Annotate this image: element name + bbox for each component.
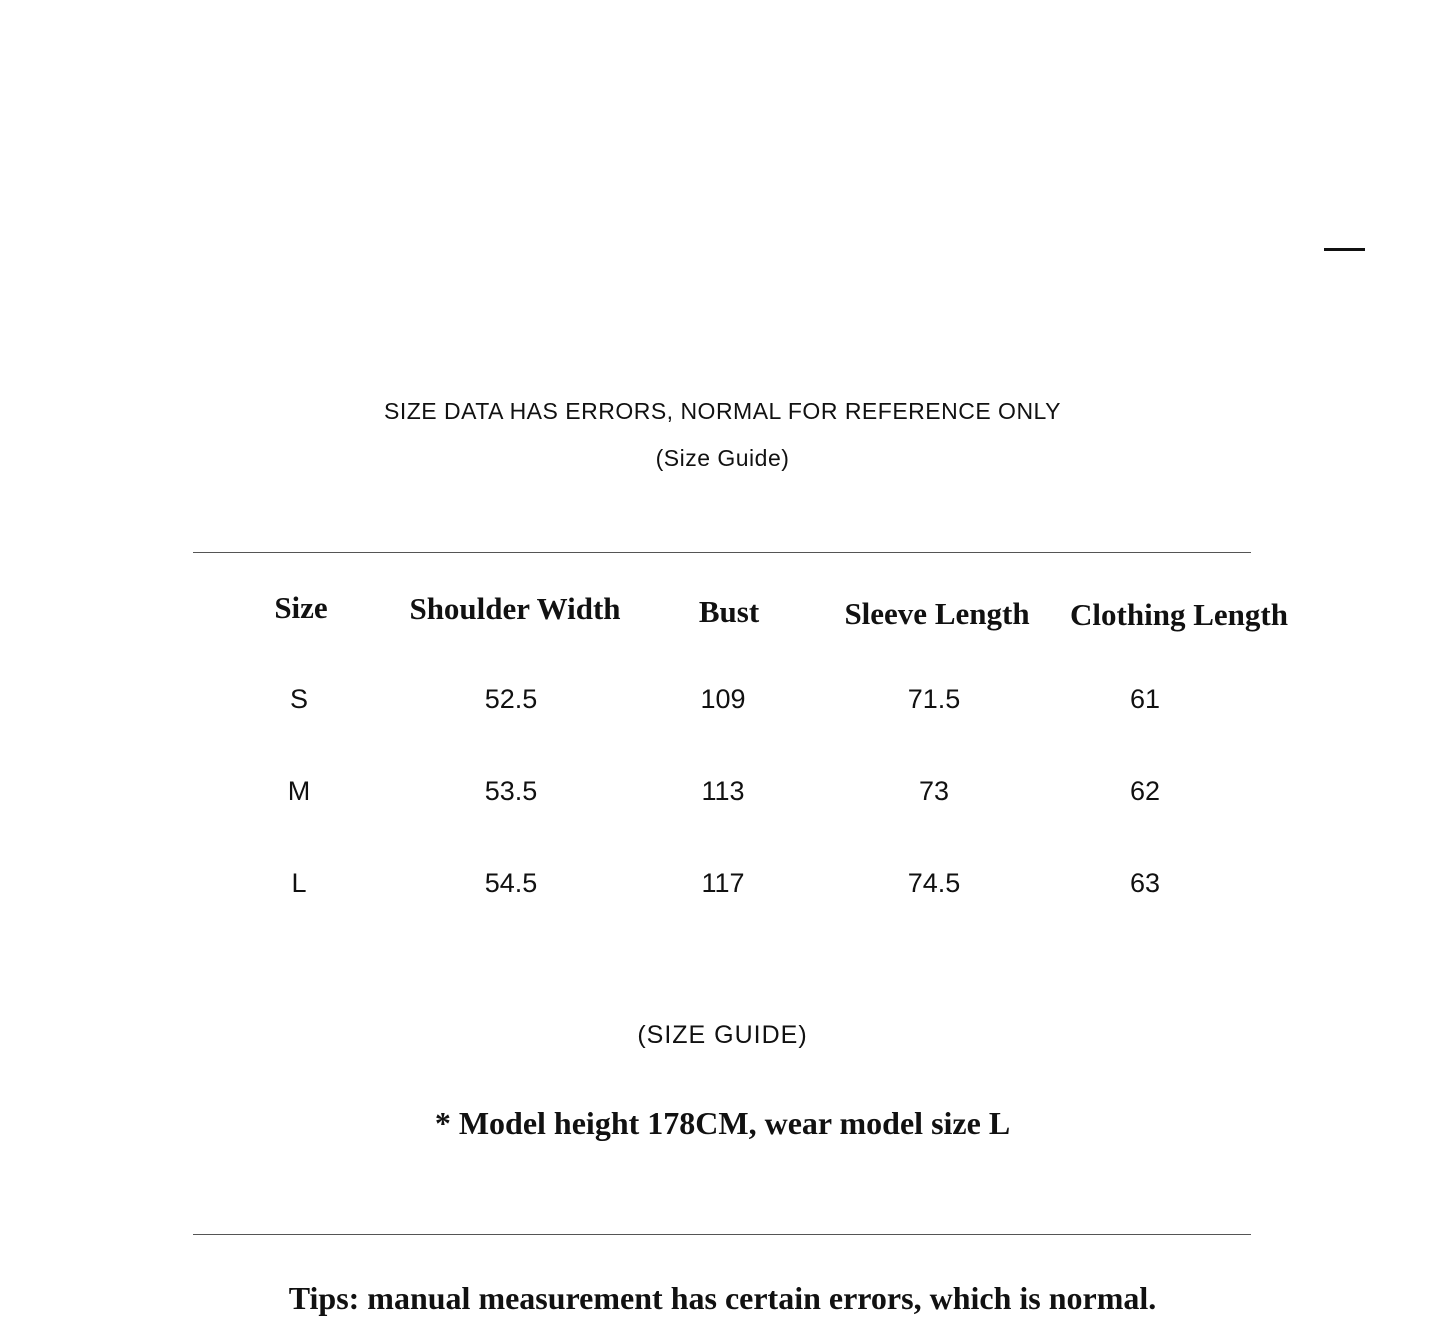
divider-top (193, 552, 1251, 553)
column-header-shoulder-width: Shoulder Width (409, 591, 621, 626)
table-cell: L (291, 868, 307, 898)
table-cell: 117 (701, 868, 745, 898)
table-cell: 71.5 (907, 684, 961, 714)
divider-bottom (193, 1234, 1251, 1235)
column-header-bust: Bust (698, 594, 760, 629)
table-cell: 61 (1129, 684, 1161, 714)
column-header-clothing-length: Clothing Length (1070, 597, 1288, 632)
disclaimer-title: SIZE DATA HAS ERRORS, NORMAL FOR REFERENCE ONLY (384, 398, 1061, 424)
table-cell: 74.5 (907, 868, 961, 898)
table-cell: 73 (918, 776, 950, 806)
tips-note: Tips: manual measurement has certain errors, which is normal. (288, 1280, 1157, 1316)
table-cell: 62 (1129, 776, 1161, 806)
table-cell: 54.5 (484, 868, 538, 898)
table-cell: 63 (1129, 868, 1161, 898)
column-header-sleeve-length: Sleeve Length (844, 596, 1030, 631)
table-cell: 53.5 (484, 776, 538, 806)
size-guide-caption: (SIZE GUIDE) (637, 1021, 808, 1049)
table-cell: 113 (701, 776, 745, 806)
table-cell: M (287, 776, 311, 806)
minus-icon (1324, 248, 1365, 251)
table-cell: 52.5 (484, 684, 538, 714)
table-cell: S (289, 684, 309, 714)
size-guide-subtitle: (Size Guide) (655, 445, 790, 471)
column-header-size: Size (274, 590, 328, 625)
table-cell: 109 (700, 684, 746, 714)
model-note: * Model height 178CM, wear model size L (434, 1105, 1011, 1141)
